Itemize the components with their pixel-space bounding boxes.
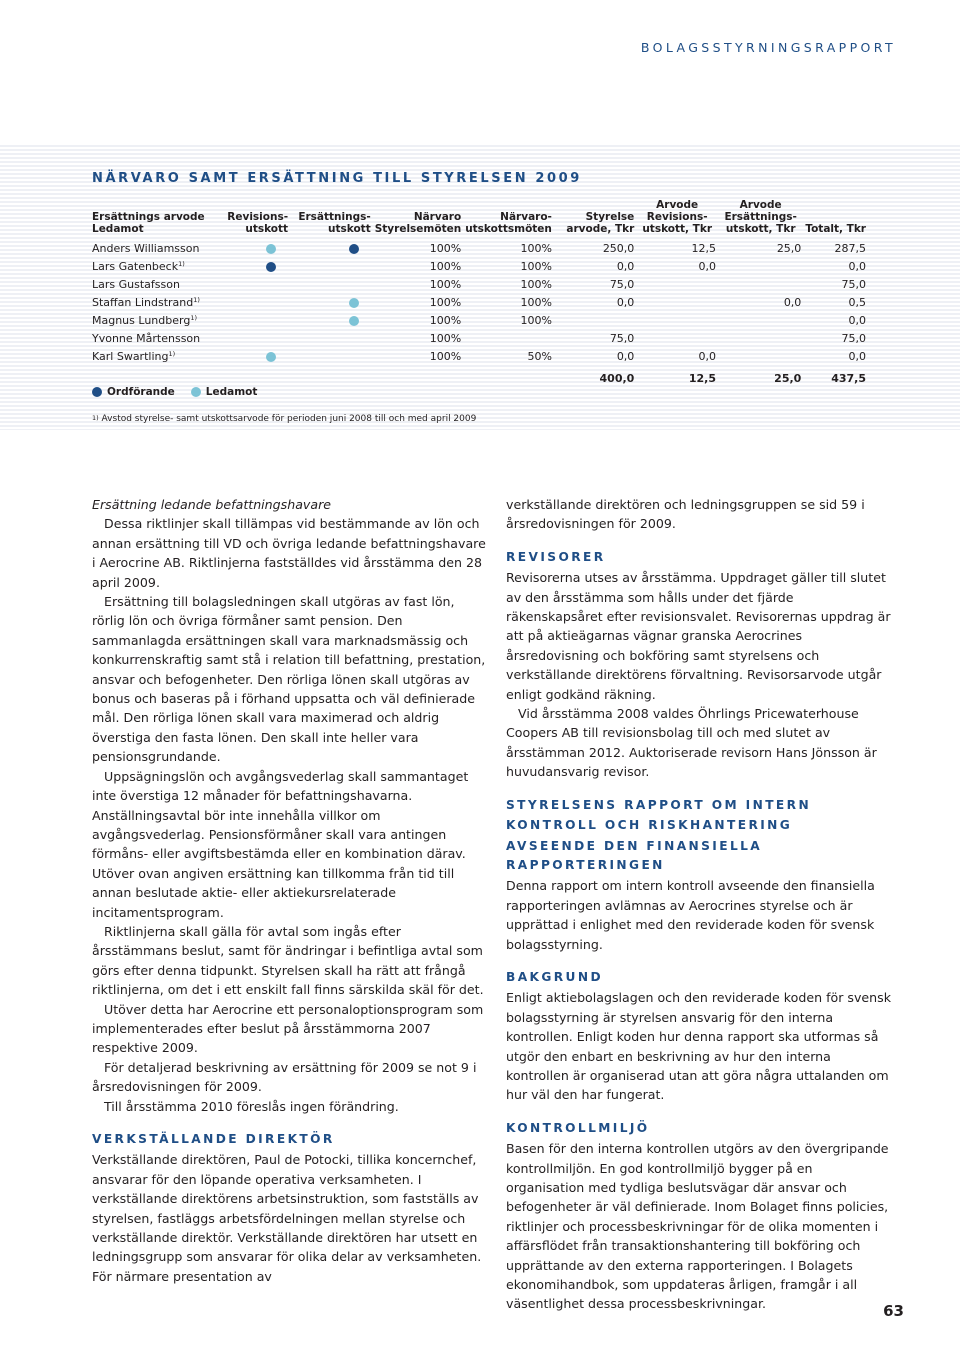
section-heading: AVSEENDE DEN FINANSIELLA RAPPORTERINGEN [506, 838, 763, 872]
table-title: NÄRVARO SAMT ERSÄTTNING TILL STYRELSEN 2009 [92, 171, 582, 186]
member-name-text: Anders Williamsson [92, 241, 200, 255]
totals-row [92, 365, 870, 385]
page-number: 63 [883, 1302, 904, 1320]
member-name [92, 293, 226, 311]
legend-chair-label: Ordförande [107, 386, 175, 398]
table-footnote [92, 414, 476, 424]
col-header-audit-fee: Arvode Revisions- utskott, Tkr [642, 199, 712, 235]
audit-committee-role [226, 293, 292, 311]
total-fee: 75,0 [841, 331, 866, 345]
audit-committee-role [226, 347, 292, 365]
body-paragraph: Denna rapport om intern kontroll avseende den finansiella rapporteringen avlämnas av Aerocrines styrelse och är upprättad i enlighet med den reviderade koden för svensk bolagsstyrning. [506, 878, 875, 952]
footnote-ref: 1) [178, 259, 185, 268]
remuneration-committee-role [292, 257, 375, 275]
col-header-board-fee: Styrelse arvode, Tkr [566, 211, 635, 235]
remuneration-committee-role [292, 293, 375, 311]
right-text-column [506, 495, 892, 1314]
section-subheading: Ersättning ledande befattningshavare [92, 497, 332, 512]
body-paragraph: verkställande direktören och ledningsgruppen se sid 59 i årsredovisningen för 2009. [506, 497, 865, 532]
remuneration-committee-role [292, 275, 375, 293]
table-row [92, 329, 870, 347]
running-head: BOLAGSSTYRNINGSRAPPORT [640, 40, 896, 55]
section-heading: BAKGRUND [506, 969, 603, 984]
remuneration-fee: 0,0 [783, 295, 802, 309]
col-header-member: Ersättnings arvode Ledamot [92, 211, 205, 235]
col-header-remuneration-committee: Ersättnings- utskott [298, 211, 371, 235]
chair-dot-icon [266, 262, 276, 272]
body-paragraph: Utöver detta har Aerocrine ett personaloptionsprogram som implementerades efter beslut på årsstämmorna 2007 respektive 2009. [92, 1001, 484, 1056]
member-name-text: Lars Gatenbeck [92, 259, 179, 273]
audit-fee [638, 329, 720, 347]
audit-committee-role [226, 329, 292, 347]
footnote-ref: 1) [193, 295, 200, 304]
audit-fee [638, 293, 720, 311]
body-paragraph: Dessa riktlinjer skall tillämpas vid bestämmande av lön och annan ersättning till VD och övriga ledande befattningshavare i Aerocrine AB. Riktlinjerna fastställdes vid årsstämma den 28 april 2009. [92, 516, 486, 590]
table-row [92, 311, 870, 329]
audit-committee-role [226, 311, 292, 329]
chair-dot-icon [92, 387, 102, 397]
body-paragraph: Revisorerna utses av årsstämma. Uppdraget gäller till slutet av den årsstämma som hålls under det fjärde räkenskapsåret efter revisionsvalet. Revisorernas uppdrag är att på aktieägarnas vägnar granska Aerocrines årsredovisning och bokföring samt styrelsens och verkställande direktörens förvaltning. Revisorsarvode utgår enligt godkänd räkning. [506, 570, 891, 702]
member-name-text: Magnus Lundberg [92, 313, 191, 327]
member-dot-icon [191, 387, 201, 397]
total-fee: 0,0 [848, 349, 866, 363]
member-name [92, 275, 226, 293]
member-name-text: Karl Swartling [92, 349, 169, 363]
col-header-total: Totalt, Tkr [805, 223, 866, 235]
col-header-committee-attendance: Närvaro- utskottsmöten [465, 211, 552, 235]
remuneration-committee-role [292, 311, 375, 329]
body-paragraph: Enligt aktiebolagslagen och den reviderade koden för svensk bolagsstyrning är styrelsen ansvarig för den interna kontrollen. Enligt koden hur denna rapport ska utformas så utgör den enbart en beskrivning av hur den interna kontrollen är organiserad utan att göra några uttalanden om hur väl den har fungerat. [506, 990, 892, 1103]
body-paragraph: Basen för den interna kontrollen utgörs av den övergripande kontrollmiljön. En god kontrollmiljö bygger på en organisation med tydliga beslutsvägar där ansvar och befogenheter är väl definierade. Inom Bolaget finns policies, riktlinjer och processbeskrivningar för de olika momenten i affärsflödet från transaktionshantering till bokföring och upprättande av den externa rapporteringen. I Bolagets ekonomihandbok, som uppdateras årligen, framgår i all väsentlighet dessa processbeskrivningar. [506, 1141, 889, 1312]
total-sum: 437,5 [831, 372, 866, 385]
audit-committee-role [226, 275, 292, 293]
audit-fee: 0,0 [698, 349, 717, 363]
board-fee: 75,0 [609, 277, 635, 291]
remuneration-committee-role [292, 347, 375, 365]
col-header-board-attendance: Närvaro Styrelsemöten [374, 211, 462, 235]
left-text-column [92, 495, 490, 1286]
member-dot-icon [266, 244, 276, 254]
body-paragraph: Uppsägningslön och avgångsvederlag skall sammantaget inte överstiga 12 månader för befattningshavarna. Anställningsavtal bör inte innehålla villkor om avgångsvederlag. Pensionsförmåner skall vara antingen förmåns- eller avgiftsbestämda eller en kombination därav. Utöver ovan angiven ersättning kan tillkomma från tid till annan beslutade aktie- eller aktiekursrelaterade incitamentsprogram. [92, 768, 469, 920]
board-fee [556, 311, 638, 329]
remuneration-committee-role [292, 239, 375, 257]
total-fee: 0,5 [848, 295, 866, 309]
member-dot-icon [349, 298, 359, 308]
table-row [92, 257, 870, 275]
board-attendance: 100% [429, 331, 462, 345]
member-name-text: Lars Gustafsson [92, 277, 180, 291]
board-attendance: 100% [429, 259, 462, 273]
board-attendance: 100% [429, 295, 462, 309]
remuneration-fee [720, 329, 805, 347]
remuneration-fee [720, 257, 805, 275]
table-row [92, 239, 870, 257]
body-paragraph: Vid årsstämma 2008 valdes Öhrlings Pricewaterhouse Coopers AB till revisionsbolag till och med slutet av årsstämman 2012. Auktoriserade revisorn Hans Jönsson är huvudansvarig revisor. [506, 706, 877, 780]
footnote-ref: 1) [168, 349, 176, 358]
remuneration-committee-role [292, 329, 375, 347]
remuneration-fee [720, 347, 805, 365]
section-heading: STYRELSENS RAPPORT OM INTERN [506, 797, 812, 812]
body-paragraph: Verkställande direktören, Paul de Potocki, tillika koncernchef, ansvarar för den löpande operativa verksamheten. I verkställande direktörens arbetsinstruktion, som fastställs av styrelsen, fastläggs arbetsfördelningen mellan styrelse och verkställande direktör. Verkställande direktören har utsett en ledningsgrupp som ansvarar för olika delar av verksamheten. För närmare presentation av [92, 1152, 482, 1284]
body-paragraph: Riktlinjerna skall gälla för avtal som ingås efter årsstämmans beslut, samt för ändringar i befintliga avtal som görs efter denna tidpunkt. Styrelsen skall ha rätt att frångå riktlinjerna, om det i ett enskilt fall finns särskilda skäl för det. [92, 923, 484, 998]
board-attendance: 100% [429, 241, 462, 255]
board-fee: 250,0 [602, 241, 635, 255]
committee-attendance: 100% [520, 241, 552, 255]
committee-attendance: 50% [527, 349, 552, 363]
legend-member-label: Ledamot [205, 386, 258, 398]
member-dot-icon [266, 352, 276, 362]
col-header-audit-committee: Revisions- utskott [227, 211, 289, 235]
total-fee: 0,0 [848, 313, 866, 327]
board-attendance: 100% [429, 277, 462, 291]
audit-fee [638, 275, 720, 293]
committee-attendance: 100% [520, 259, 552, 273]
audit-fee: 0,0 [698, 259, 717, 273]
remuneration-fee [720, 311, 805, 329]
table-row [92, 275, 870, 293]
member-name-text: Staffan Lindstrand [92, 295, 194, 309]
section-heading: REVISORER [506, 549, 606, 564]
footnote-text: Avstod styrelse- samt utskottsarvode för perioden juni 2008 till och med april 2009 [101, 414, 477, 424]
board-fee: 0,0 [616, 259, 635, 273]
section-heading: KONTROLLMILJÖ [506, 1120, 650, 1135]
board-fee: 75,0 [609, 331, 635, 345]
member-name [92, 257, 226, 275]
member-dot-icon [349, 316, 359, 326]
chair-dot-icon [349, 244, 359, 254]
member-name [92, 329, 226, 347]
remuneration-fee: 25,0 [776, 241, 802, 255]
body-paragraph: Ersättning till bolagsledningen skall utgöras av fast lön, rörlig lön och övriga förmåner samt pension. Den sammanlagda ersättningen skall vara marknadsmässig och konkurrenskraftig samt stå i relation till befattning, prestation, ansvar och befogenheter. Den rörliga lönen skall utgöras av bonus och baseras på i förhand uppsatta och väl definierade mål. Den rörliga lönen skall vara maximerad och aldrig överstiga den fasta lönen. Den skall inte heller vara pensionsgrundande. [92, 594, 486, 765]
table-row [92, 347, 870, 365]
body-paragraph: För detaljerad beskrivning av ersättning för 2009 se not 9 i årsredovisningen för 2009. [92, 1059, 477, 1095]
member-name [92, 311, 226, 329]
table-legend [92, 386, 257, 398]
total-fee: 75,0 [841, 277, 866, 291]
body-paragraph: Till årsstämma 2010 föreslås ingen förändring. [104, 1098, 399, 1114]
audit-fee: 12,5 [691, 241, 717, 255]
committee-attendance [465, 329, 556, 347]
total-fee: 287,5 [834, 241, 866, 255]
member-name [92, 239, 226, 257]
committee-attendance: 100% [520, 313, 552, 327]
board-fee: 0,0 [616, 295, 635, 309]
section-heading: VERKSTÄLLANDE DIREKTÖR [92, 1132, 335, 1146]
remuneration-fee [720, 275, 805, 293]
audit-committee-role [226, 257, 292, 275]
member-name [92, 347, 226, 365]
col-header-remuneration-fee: Arvode Ersättnings- utskott, Tkr [724, 199, 797, 235]
member-name-text: Yvonne Mårtensson [92, 331, 201, 345]
total-board-fee: 400,0 [599, 372, 635, 385]
audit-fee [638, 311, 720, 329]
attendance-compensation-table [92, 199, 870, 385]
total-audit-fee: 12,5 [688, 372, 717, 385]
total-fee: 0,0 [848, 259, 866, 273]
board-attendance: 100% [429, 313, 462, 327]
footnote-ref: 1) [190, 313, 197, 322]
total-remuneration-fee: 25,0 [774, 372, 802, 385]
board-attendance: 100% [429, 349, 462, 363]
table-row [92, 293, 870, 311]
board-fee: 0,0 [616, 349, 635, 363]
audit-committee-role [226, 239, 292, 257]
footnote-marker: 1) [92, 414, 99, 422]
committee-attendance: 100% [520, 295, 552, 309]
table-header-row [92, 199, 870, 239]
section-heading: KONTROLL OCH RISKHANTERING [506, 818, 793, 833]
committee-attendance: 100% [520, 277, 552, 291]
